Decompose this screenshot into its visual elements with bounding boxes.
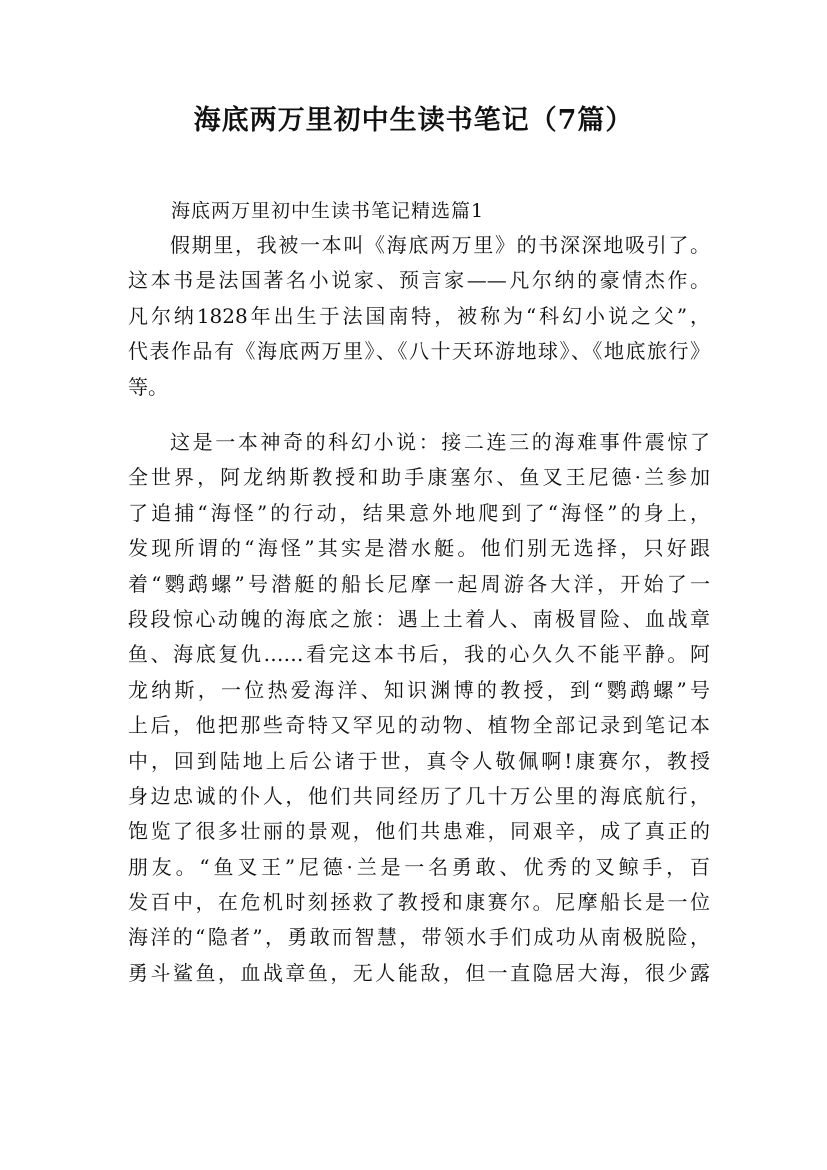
paragraph-line: 发现所谓的“海怪”其实是潜水艇。他们别无选择，只好跟 (128, 536, 710, 561)
paragraph-line: 假期里，我被一本叫《海底两万里》的书深深地吸引了。 (170, 233, 710, 257)
paragraph-line: 朋友。“鱼叉王”尼德·兰是一名勇敢、优秀的叉鲸手，百 (128, 854, 710, 879)
paragraph-line: 海洋的“隐者”，勇敢而智慧，带领水手们成功从南极脱险， (128, 925, 710, 950)
paragraph-line: 段段惊心动魄的海底之旅：遇上土着人、南极冒险、血战章 (128, 606, 710, 631)
paragraph-line: 代表作品有《海底两万里》、《八十天环游地球》、《地底旅行》 (128, 339, 710, 364)
section-heading: 海底两万里初中生读书笔记精选篇1 (171, 200, 485, 222)
paragraph-line: 凡尔纳1828年出生于法国南特，被称为“科幻小说之父”， (128, 303, 710, 328)
paragraph-line: 身边忠诚的仆人，他们共同经历了几十万公里的海底航行， (128, 783, 710, 808)
paragraph-line: 发百中，在危机时刻拯救了教授和康赛尔。尼摩船长是一位 (128, 890, 710, 915)
paragraph-line: 饱览了很多壮丽的景观，他们共患难，同艰辛，成了真正的 (128, 819, 710, 844)
paragraph-line: 龙纳斯，一位热爱海洋、知识渊博的教授，到“鹦鹉螺”号 (128, 677, 710, 702)
paragraph-line: 上后，他把那些奇特又罕见的动物、植物全部记录到笔记本 (128, 713, 710, 738)
paragraph-line: 全世界，阿龙纳斯教授和助手康塞尔、鱼叉王尼德·兰参加 (128, 465, 710, 490)
paragraph-2 (128, 425, 710, 991)
paragraph-line: 勇斗鲨鱼，血战章鱼，无人能敌，但一直隐居大海，很少露 (128, 960, 710, 985)
paragraph-line: 这是一本神奇的科幻小说：接二连三的海难事件震惊了 (170, 430, 710, 454)
paragraph-line: 了追捕“海怪”的行动，结果意外地爬到了“海怪”的身上， (128, 500, 710, 525)
paragraph-line: 鱼、海底复仇……看完这本书后，我的心久久不能平静。阿 (128, 642, 710, 667)
document-title: 海底两万里初中生读书笔记（7篇） (193, 105, 634, 136)
paragraph-line: 着“鹦鹉螺”号潜艇的船长尼摩一起周游各大洋，开始了一 (128, 571, 710, 596)
paragraph-1 (128, 228, 710, 405)
paragraph-line: 等。 (128, 374, 168, 399)
paragraph-line: 这本书是法国著名小说家、预言家——凡尔纳的豪情杰作。 (128, 268, 710, 293)
paragraph-line: 中，回到陆地上后公诸于世，真令人敬佩啊!康赛尔，教授 (128, 748, 710, 773)
